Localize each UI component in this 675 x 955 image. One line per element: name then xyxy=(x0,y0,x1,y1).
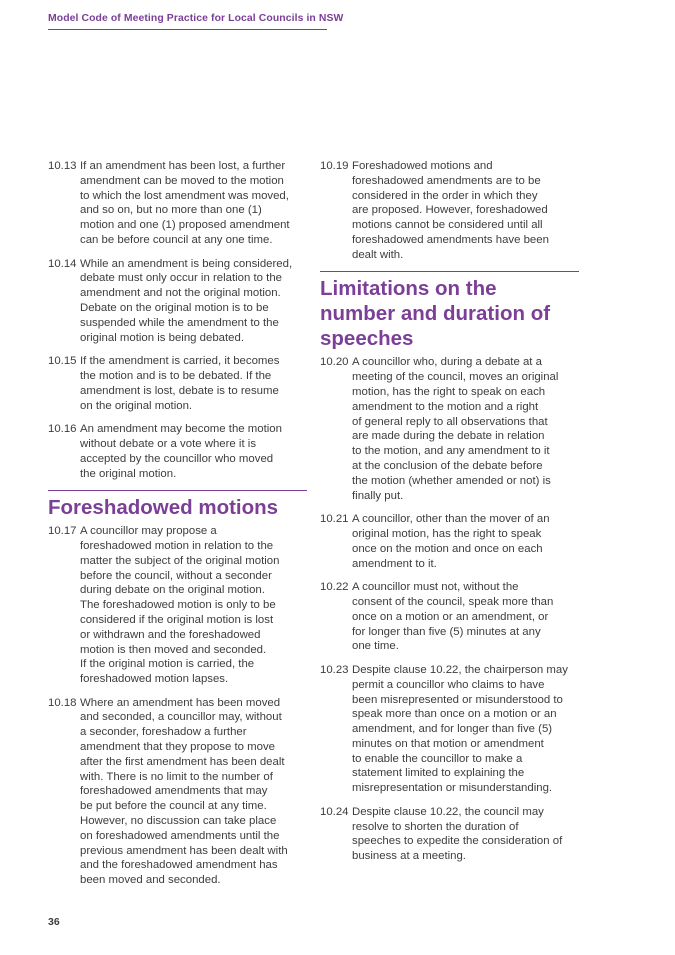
page-number: 36 xyxy=(48,916,60,928)
clause-10-13 xyxy=(48,159,307,248)
document-title: Model Code of Meeting Practice for Local Councils in NSW xyxy=(48,13,344,24)
clause-text: A councillor who, during a debate at a meeting of the council, moves an original motion, has the right to speak on each amendment to the motion and a right of general reply to all observations that are made during the debate in relation to the motion, and any amendment to it at the conclusion of the debate before the motion (whether amended or not) is finally put. xyxy=(352,356,559,502)
clause-text: A councillor must not, without the consent of the council, speak more than once on a motion or an amendment, or for longer than five (5) minutes at any one time. xyxy=(352,581,554,653)
clause-number: 10.17 xyxy=(48,525,77,538)
clause-number: 10.18 xyxy=(48,696,77,709)
clause-number: 10.24 xyxy=(320,805,349,818)
clause-10-19 xyxy=(320,159,579,263)
clause-10-16 xyxy=(48,422,307,481)
clause-text: Despite clause 10.22, the council may resolve to shorten the duration of speeches to expedite the consideration of business at a meeting. xyxy=(352,805,563,863)
clause-text: Foreshadowed motions and foreshadowed amendments are to be considered in the order in which they are proposed. However, foreshadowed motions cannot be considered until all foreshadowed amendments have been dealt with. xyxy=(352,160,549,261)
clause-text: An amendment may become the motion without debate or a vote where it is accepted by the councillor who moved the original motion. xyxy=(80,423,282,480)
clause-number: 10.20 xyxy=(320,356,349,369)
section-divider xyxy=(320,271,579,272)
clause-10-21 xyxy=(320,512,579,571)
section-divider xyxy=(48,490,307,491)
clause-text: A councillor, other than the mover of an original motion, has the right to speak once on the motion and once on each amendment to it. xyxy=(352,513,550,570)
clause-10-23 xyxy=(320,663,579,796)
clause-number: 10.22 xyxy=(320,581,349,594)
right-column xyxy=(320,159,579,873)
clause-text: If the amendment is carried, it becomes the motion and is to be debated. If the amendment is lost, debate is to resume on the original motion. xyxy=(80,355,280,412)
clause-10-14 xyxy=(48,257,307,346)
section-heading-limitations: Limitations on the number and duration of speeches xyxy=(320,277,551,351)
clause-10-20 xyxy=(320,355,579,503)
clause-10-18 xyxy=(48,696,307,888)
right-clauses-a xyxy=(320,159,579,263)
right-clauses-b xyxy=(320,355,579,864)
running-header xyxy=(48,13,344,30)
left-column xyxy=(48,159,307,897)
clause-number: 10.16 xyxy=(48,423,77,436)
clause-10-17 xyxy=(48,524,307,687)
left-clauses-a xyxy=(48,159,307,481)
clause-number: 10.15 xyxy=(48,355,77,368)
clause-10-24 xyxy=(320,805,579,864)
clause-text: If an amendment has been lost, a further amendment can be moved to the motion to which the lost amendment was moved, and so on, but no more than one (1) motion and one (1) proposed amendment can be before council at any one time. xyxy=(80,160,290,246)
section-heading-foreshadowed-motions: Foreshadowed motions xyxy=(48,496,279,520)
clause-10-15 xyxy=(48,354,307,413)
clause-number: 10.14 xyxy=(48,257,77,270)
clause-number: 10.19 xyxy=(320,160,349,172)
clause-text: Where an amendment has been moved and seconded, a councillor may, without a seconder, foreshadow a further amendment that they propose to move after the first amendment has been dealt with. There is no limit to the number of foreshadowed amendments that may be put before the council at any time. However, no discussion can take place on foreshadowed amendments until the previous amendment has been dealt with and the foreshadowed amendment has been moved and seconded. xyxy=(80,696,288,887)
left-clauses-b xyxy=(48,524,307,888)
clause-number: 10.23 xyxy=(320,663,349,676)
clause-number: 10.13 xyxy=(48,160,77,172)
clause-text: A councillor may propose a foreshadowed motion in relation to the matter the subject of the original motion before the council, without a seconder during debate on the original motion. The foreshadowed motion is only to be considered if the original motion is lost or withdrawn and the foreshadowed motion is then moved and seconded. If the original motion is carried, the foreshadowed motion lapses. xyxy=(80,525,280,686)
header-divider xyxy=(48,29,327,30)
clause-text: Despite clause 10.22, the chairperson may permit a councillor who claims to have been misrepresented or misunderstood to speak more than once on a motion or an amendment, and for longer than five (5) minutes on that motion or amendment to enable the councillor to make a statement limited to explaining the misrepresentation or misunderstanding. xyxy=(352,663,568,795)
clause-number: 10.21 xyxy=(320,513,349,526)
clause-10-22 xyxy=(320,580,579,654)
clause-text: While an amendment is being considered, debate must only occur in relation to the amendment and not the original motion. Debate on the original motion is to be suspended while the amendment to the original motion is being debated. xyxy=(80,257,293,344)
